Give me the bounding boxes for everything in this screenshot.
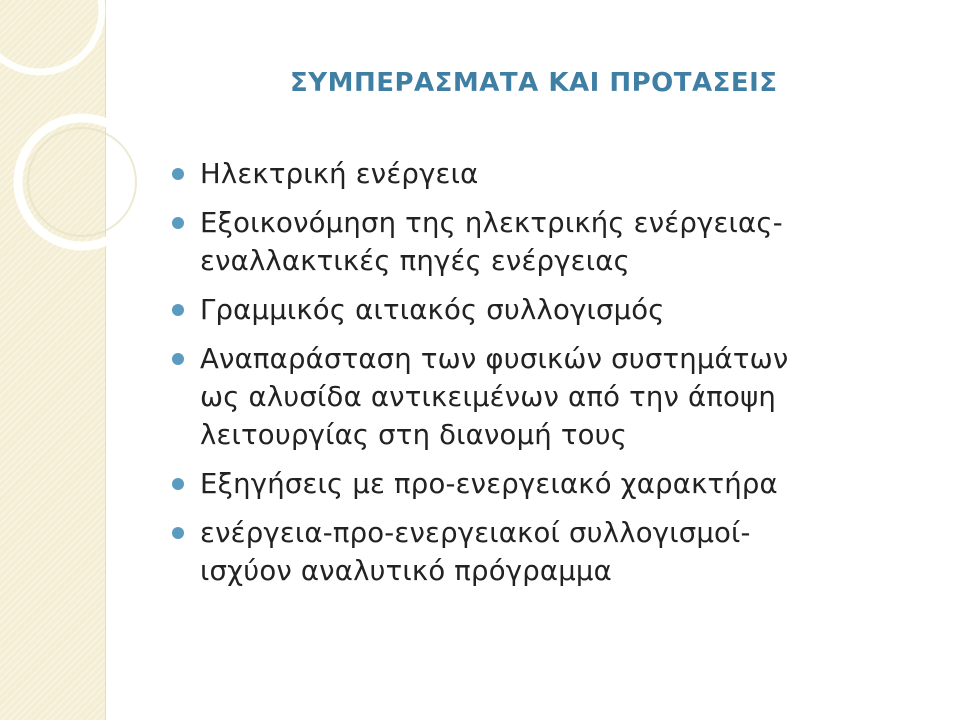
bullet-text: ενέργεια-προ-ενεργειακοί συλλογισμοί- ισχύον αναλυτικό πρόγραμμα [200, 517, 751, 587]
bullet-dot-icon [172, 527, 184, 539]
list-item [172, 155, 932, 193]
bullet-dot-icon [172, 217, 184, 229]
bullet-list [172, 155, 932, 601]
decorative-circles [0, 0, 160, 320]
bullet-text: Γραμμικός αιτιακός συλλογισμός [200, 294, 665, 326]
list-item [172, 204, 932, 280]
bullet-text: Αναπαράσταση των φυσικών συστημάτων ως αλυσίδα αντικειμένων από την άποψη λειτουργίας στη διανομή τους [200, 343, 789, 451]
bullet-dot-icon [172, 168, 184, 180]
decor-circle-middle [18, 118, 146, 246]
list-item [172, 514, 932, 590]
bullet-text: Ηλεκτρική ενέργεια [200, 158, 479, 190]
bullet-dot-icon [172, 478, 184, 490]
list-item [172, 291, 932, 329]
decor-circle-top [0, 0, 102, 72]
bullet-dot-icon [172, 304, 184, 316]
list-item [172, 340, 932, 454]
decor-circle-middle-shade [28, 128, 136, 236]
bullet-text: Εξηγήσεις με προ-ενεργειακό χαρακτήρα [200, 468, 778, 500]
slide-title: ΣΥΜΠΕΡΑΣΜΑΤΑ ΚΑΙ ΠΡΟΤΑΣΕΙΣ [290, 68, 778, 98]
list-item [172, 465, 932, 503]
bullet-dot-icon [172, 353, 184, 365]
bullet-text: Εξοικονόμηση της ηλεκτρικής ενέργειας- εναλλακτικές πηγές ενέργειας [200, 207, 783, 277]
